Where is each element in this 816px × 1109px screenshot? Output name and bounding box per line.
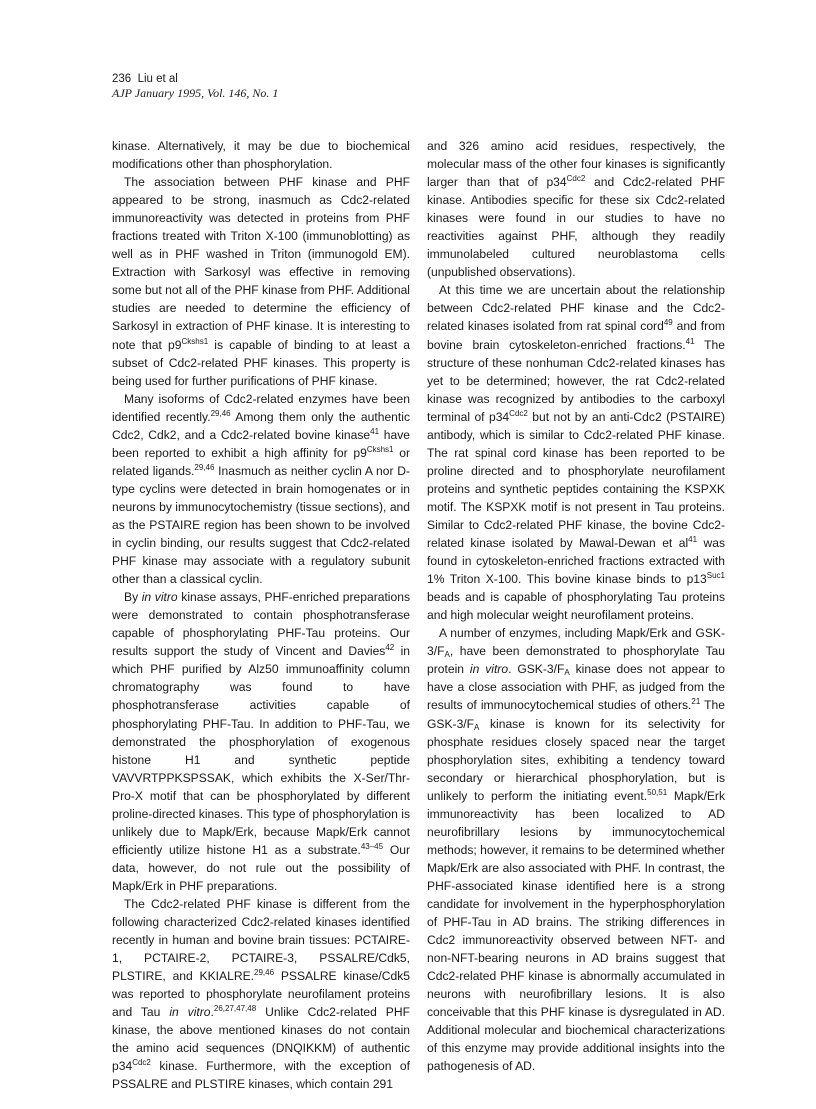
journal-citation: AJP January 1995, Vol. 146, No. 1 xyxy=(112,86,279,100)
body-paragraph: and 326 amino acid residues, respectively, the molecular mass of the other four kinases is significantly larger than that of $p34^{Cdc2}$ and Cdc2-related PHF kinase. Antibodies specific for these six Cdc2-related kinases were found in our studies to have no reactivities against PHF, although they readily immunolabeled cultured neuroblastoma cells (unpublished observations). xyxy=(427,139,725,280)
body-paragraph: At this time we are uncertain about the relationship between Cdc2-related PHF kinase and the Cdc2-related kinases isolated from rat spinal cord$^{49}$ and from bovine brain cytoskeleton-enriched fractions.$^{41}$ The structure of these nonhuman Cdc2-related kinases has yet to be determined; however, the rat Cdc2-related kinase was recognized by antibodies to the carboxyl terminal of $p34^{Cdc2}$ but not by an anti-Cdc2 (PSTAIRE) antibody, which is similar to Cdc2-related PHF kinase. The rat spinal cord kinase has been reported to be proline directed and to phosphorylate neurofilament proteins and synthetic peptides containing the KSPXK motif. The KSPXK motif is not present in Tau proteins. Similar to Cdc2-related PHF kinase, the bovine Cdc2-related kinase isolated by Mawal-Dewan et $al^{41}$ was found in cytoskeleton-enriched fractions extracted with 1% Triton X-100. This bovine kinase binds to $p13^{Suc1}$ beads and is capable of phosphorylating Tau proteins and high molecular weight neurofilament proteins. xyxy=(427,283,726,623)
body-paragraph: The Cdc2-related PHF kinase is different from the following characterized Cdc2-related kinases identified recently in human and bovine brain tissues: PCTAIRE-1, PCTAIRE-2, PCTAIRE-3, PSSALRE/Cdk5, PLSTIRE, and KKIALRE.$^{29,46}$ PSSALRE kinase/Cdk5 was reported to phosphorylate neurofilament proteins and Tau in vitro.$^{26,27,47,48}$ Unlike Cdc2-related PHF kinase, the above mentioned kinases do not contain the amino acid sequences (DNQIKKM) of authentic $p34^{Cdc2}$ kinase. Furthermore, with the exception of PSSALRE and PLSTIRE kinases, which contain 291 xyxy=(112,896,410,1092)
right-text-column xyxy=(427,137,725,1075)
body-paragraph: By in vitro kinase assays, PHF-enriched preparations were demonstrated to contain phosphotransferase capable of phosphorylating PHF-Tau proteins. Our results support the study of Vincent and Davies$^{42}$ in which PHF purified by Alz50 immunoaffinity column chromatography was found to have phosphotransferase activities capable of phosphorylating PHF-Tau. In addition to PHF-Tau, we demonstrated the phosphorylation of exogenous histone H1 and synthetic peptide VAVVRTPPKSPSSAK, which exhibits the X-Ser/Thr-Pro-X motif that can be phosphorylated by different proline-directed kinases. This type of phosphorylation is unlikely due to Mapk/Erk, because Mapk/Erk cannot efficiently utilize histone H1 as a substrate.$^{43-45}$ Our data, however, do not rule out the possibility of Mapk/Erk in PHF preparations. xyxy=(112,590,410,893)
page-number: 236 xyxy=(112,73,132,85)
body-paragraph: A number of enzymes, including Mapk/Erk and GSK-$3/F_A$, have been demonstrated to phosphorylate Tau protein in vitro. GSK-$3/F_A$ kinase does not appear to have a close association with PHF, as judged from the results of immunocytochemical studies of others.$^{21}$ The GSK-$3/F_A$ kinase is known for its selectivity for phosphate residues closely spaced near the target phosphorylation sites, exhibiting a tendency toward secondary or hierarchical phosphorylation, but is unlikely to perform the initiating event.$^{50,51}$ Mapk/Erk immunoreactivity has been localized to AD neurofibrillary lesions by immunocytochemical methods; however, it remains to be determined whether Mapk/Erk are also associated with PHF. In contrast, the PHF-associated kinase identified here is a strong candidate for involvement in the hyperphosphorylation of PHF-Tau in AD brains. The striking differences in Cdc2 immunoreactivity observed between NFT- and non-NFT-bearing neurons in AD brains suggest that Cdc2-related PHF kinase is abnormally accumulated in neurons with neurofibrillary lesions. It is also conceivable that this PHF kinase is dysregulated in AD. Additional molecular and biochemical characterizations of this enzyme may provide additional insights into the pathogenesis of AD. xyxy=(427,626,726,1074)
running-head xyxy=(112,72,278,100)
page-number-author-line xyxy=(112,72,278,86)
running-author: Liu et al xyxy=(137,73,178,85)
body-paragraph: The association between PHF kinase and PHF appeared to be strong, inasmuch as Cdc2-related immunoreactivity was detected in proteins from PHF fractions treated with Triton X-100 (immunoblotting) as well as in PHF washed in Triton (immunogold EM). Extraction with Sarkosyl was effective in removing some but not all of the PHF kinase from PHF. Additional studies are needed to determine the efficiency of Sarkosyl in extraction of PHF kinase. It is interesting to note that $p9^{Ckshs1}$ is capable of binding to at least a subset of Cdc2-related PHF kinases. This property is being used for further purifications of PHF kinase. xyxy=(112,175,410,388)
body-paragraph: kinase. Alternatively, it may be due to biochemical modifications other than phosphorylation. xyxy=(112,139,410,172)
left-text-column xyxy=(112,137,410,1093)
body-paragraph: Many isoforms of Cdc2-related enzymes have been identified recently.$^{29,46}$ Among them only the authentic Cdc2, Cdk2, and a Cdc2-related bovine kinase$^{41}$ have been reported to exhibit a high affinity for $p9^{Ckshs1}$ or related ligands.$^{29,46}$ Inasmuch as neither cyclin A nor D-type cyclins were detected in brain homogenates or in neurons by immunocytochemistry (tissue sections), and as the PSTAIRE region has been shown to be involved in cyclin binding, our results suggest that Cdc2-related PHF kinase may associate with a regulatory subunit other than a classical cyclin. xyxy=(112,391,410,587)
